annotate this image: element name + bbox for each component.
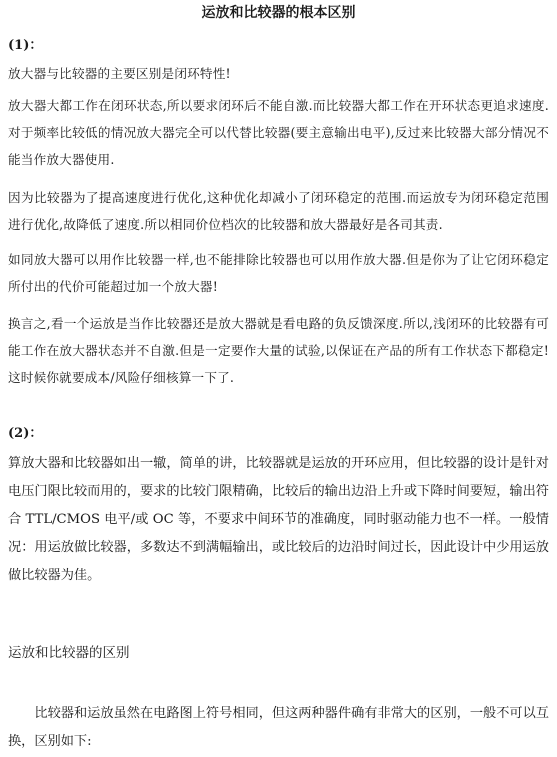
- section-1-paragraph-5: 换言之,看一个运放是当作比较器还是放大器就是看电路的负反馈深度.所以,浅闭环的比较器有可能工作在放大器状态并不自激.但是一定要作大量的试验,以保证在产品的所有工作状态下都稳定!这时候你就要成本/风险仔细核算一下了.: [8, 316, 549, 385]
- page-title: 运放和比较器的根本区别: [201, 5, 356, 21]
- section-1-paragraph-1: 放大器与比较器的主要区别是闭环特性!: [8, 66, 231, 81]
- section-1-paragraph-4: 如同放大器可以用作比较器一样,也不能排除比较器也可以用作放大器.但是你为了让它闭环稳定所付出的代价可能超过加一个放大器!: [8, 252, 549, 294]
- section-2-label: (2)：: [8, 426, 43, 441]
- section-3-heading: 运放和比较器的区别: [8, 645, 130, 661]
- section-1-label: (1)：: [8, 38, 43, 53]
- section-1-paragraph-3: 因为比较器为了提高速度进行优化,这种优化却减小了闭环稳定的范围.而运放专为闭环稳定范围进行优化,故降低了速度.所以相同价位档次的比较器和放大器最好是各司其责.: [8, 190, 549, 232]
- section-2-paragraph: 算放大器和比较器如出一辙，简单的讲，比较器就是运放的开环应用，但比较器的设计是针对电压门限比较而用的，要求的比较门限精确，比较后的输出边沿上升或下降时间要短，输出符合 TTL/CMOS 电平/或 OC 等，不要求中间环节的准确度，同时驱动能力也不一样。一般情况：用运放做比较器，多数达不到满幅输出，或比较后的边沿时间过长，因此设计中少用运放做比较器为佳。: [8, 456, 549, 583]
- section-1-paragraph-2: 放大器大都工作在闭环状态,所以要求闭环后不能自激.而比较器大都工作在开环状态更追求速度.对于频率比较低的情况放大器完全可以代替比较器(要主意输出电平),反过来比较器大部分情况不能当作放大器使用.: [8, 98, 549, 167]
- section-3-paragraph: 比较器和运放虽然在电路图上符号相同，但这两种器件确有非常大的区别，一般不可以互换，区别如下:: [8, 706, 549, 749]
